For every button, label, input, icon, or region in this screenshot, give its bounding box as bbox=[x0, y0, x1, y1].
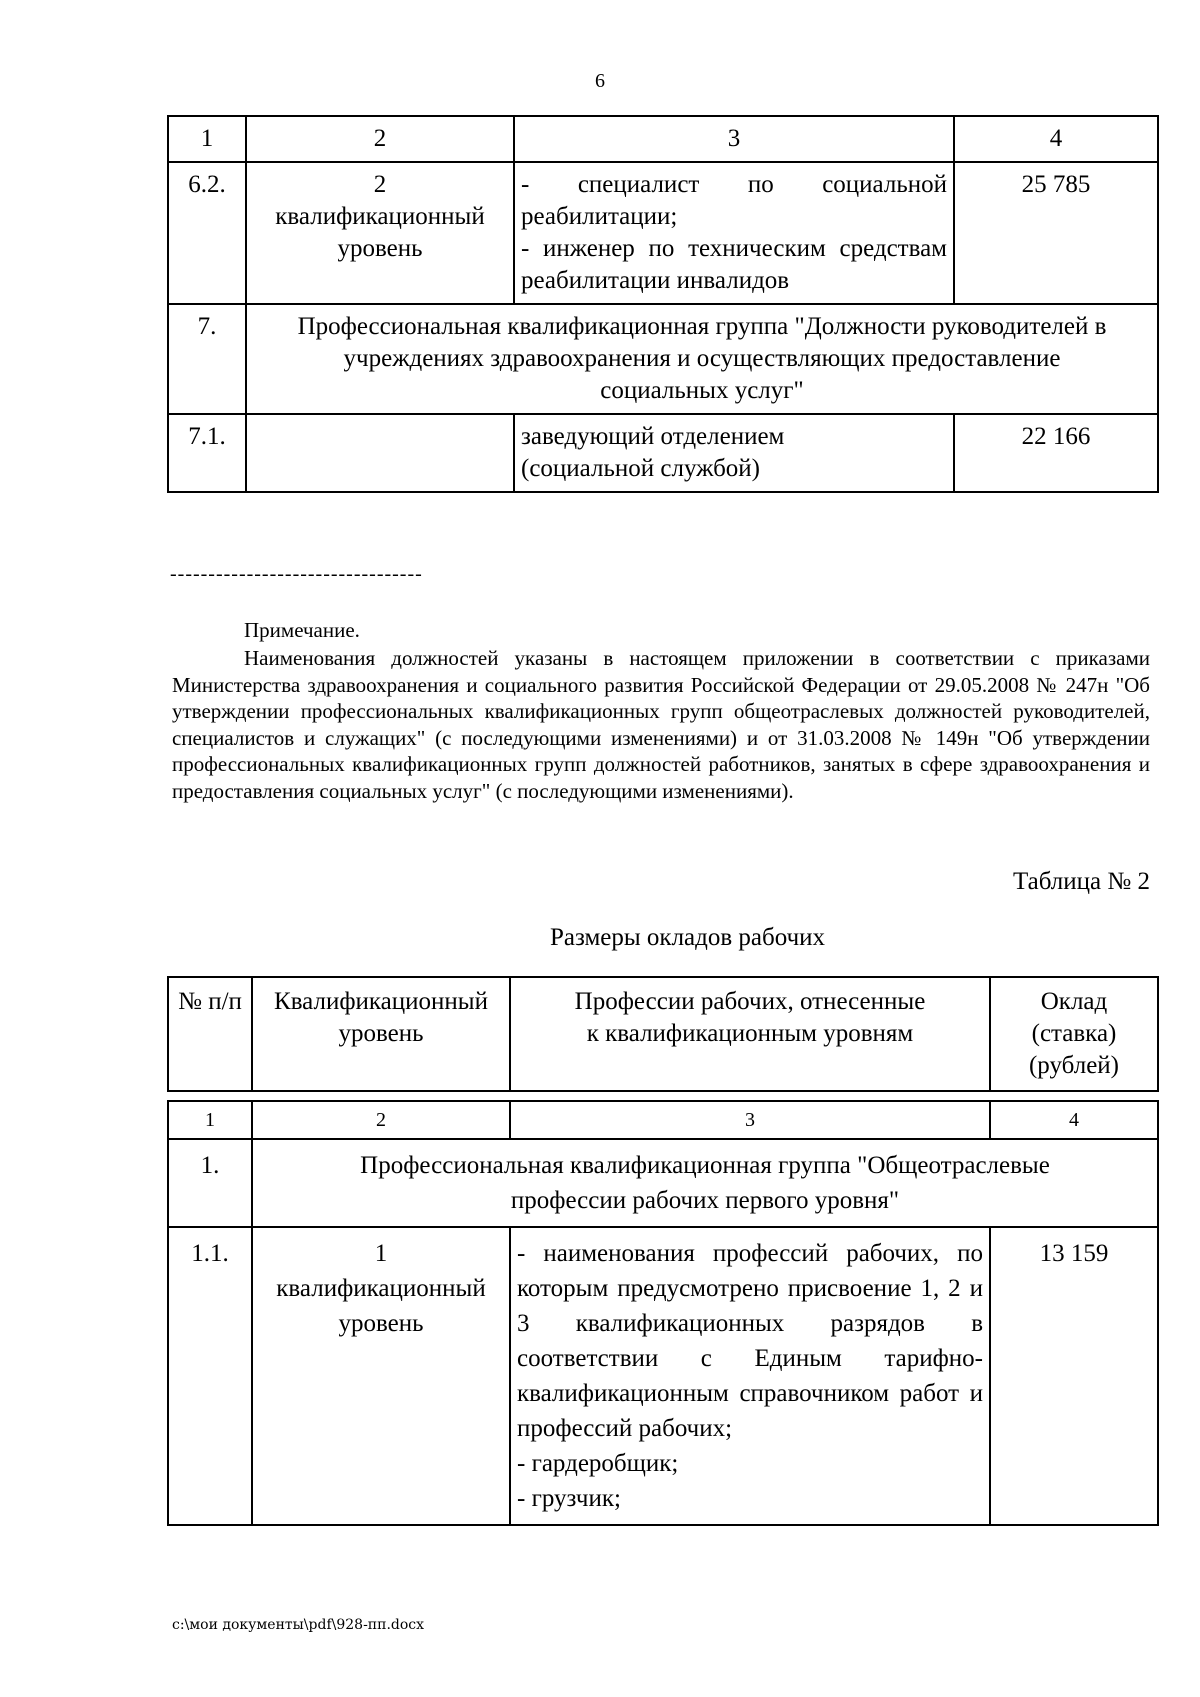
profession-item: - грузчик; bbox=[517, 1485, 621, 1512]
column-number-4: 4 bbox=[954, 116, 1158, 162]
footer-file-path: c:\мои документы\pdf\928-пп.docx bbox=[172, 1617, 425, 1633]
header-professions bbox=[510, 977, 990, 1091]
table-title: Размеры окладов рабочих bbox=[549, 924, 826, 951]
header-line: (ставка) bbox=[1031, 1020, 1117, 1047]
qualification-level-number: 2 bbox=[373, 171, 387, 198]
salary-table-continued bbox=[167, 115, 1159, 493]
group-row bbox=[168, 304, 1158, 414]
header-line: Профессии рабочих, отнесенные bbox=[574, 988, 926, 1015]
positions-list bbox=[514, 414, 954, 492]
qualification-level bbox=[246, 414, 514, 492]
header-qualification-level bbox=[252, 977, 510, 1091]
column-number-3: 3 bbox=[514, 116, 954, 162]
row-number: 6.2. bbox=[168, 162, 246, 304]
position-line: заведующий отделением bbox=[521, 423, 785, 450]
header-line: Оклад bbox=[1040, 988, 1108, 1015]
position-item: - специалист по социальной реабилитации; bbox=[521, 171, 947, 230]
page-number: 6 bbox=[595, 70, 605, 92]
column-number-2: 2 bbox=[246, 116, 514, 162]
qualification-level-number: 1 bbox=[374, 1240, 388, 1267]
salary-value: 22 166 bbox=[954, 414, 1158, 492]
qualification-level-suffix: уровень bbox=[337, 235, 423, 262]
group-title: Профессиональная квалификационная группа "Должности руководителей в учреждениях здравоохранения и осуществляющих предоставление социальных услуг" bbox=[246, 304, 1158, 414]
table-row bbox=[168, 1227, 1158, 1525]
qualification-level-word: квалификационный bbox=[276, 1275, 486, 1302]
row-number: 7.1. bbox=[168, 414, 246, 492]
header-number: № п/п bbox=[168, 977, 252, 1091]
column-number-4: 4 bbox=[990, 1101, 1158, 1139]
table-row bbox=[168, 162, 1158, 304]
qualification-level bbox=[252, 1227, 510, 1525]
column-number-3: 3 bbox=[510, 1101, 990, 1139]
column-number-1: 1 bbox=[168, 1101, 252, 1139]
group-title: Профессиональная квалификационная группа "Общеотраслевые профессии рабочих первого уровня" bbox=[252, 1139, 1158, 1227]
column-numbers-row bbox=[168, 1101, 1158, 1139]
table-number-label: Таблица № 2 bbox=[1012, 868, 1150, 895]
header-line: к квалификационным уровням bbox=[586, 1020, 914, 1047]
table-header-row bbox=[168, 977, 1158, 1091]
note-title: Примечание. bbox=[244, 618, 360, 642]
position-item: - инженер по техническим средствам реабилитации инвалидов bbox=[521, 235, 947, 294]
workers-salary-table-header bbox=[167, 976, 1159, 1092]
salary-value: 13 159 bbox=[990, 1227, 1158, 1525]
salary-value: 25 785 bbox=[954, 162, 1158, 304]
qualification-level-suffix: уровень bbox=[338, 1310, 424, 1337]
workers-salary-table bbox=[167, 1100, 1159, 1526]
group-row bbox=[168, 1139, 1158, 1227]
table-header-row bbox=[168, 116, 1158, 162]
table-row bbox=[168, 414, 1158, 492]
header-line: (рублей) bbox=[1028, 1052, 1120, 1079]
column-number-1: 1 bbox=[168, 116, 246, 162]
profession-item: - наименования профессий рабочих, по которым предусмотрено присвоение 1, 2 и 3 квалификационных разрядов в соответствии с Единым тарифно-квалификационным справочником работ и профессий рабочих; bbox=[517, 1240, 983, 1442]
header-line: уровень bbox=[338, 1020, 424, 1047]
position-line: (социальной службой) bbox=[521, 455, 760, 482]
footnote-separator: --------------------------------- bbox=[170, 563, 423, 585]
column-number-2: 2 bbox=[252, 1101, 510, 1139]
positions-list bbox=[514, 162, 954, 304]
professions-list bbox=[510, 1227, 990, 1525]
header-line: Квалификационный bbox=[274, 988, 488, 1015]
qualification-level bbox=[246, 162, 514, 304]
row-number: 7. bbox=[168, 304, 246, 414]
header-salary bbox=[990, 977, 1158, 1091]
qualification-level-word: квалификационный bbox=[275, 203, 485, 230]
row-number: 1.1. bbox=[168, 1227, 252, 1525]
note-text: Наименования должностей указаны в настоящем приложении в соответствии с приказами Министерства здравоохранения и социального развития Российской Федерации от 29.05.2008 № 247н "Об утверждении профессиональных квалификационных групп общеотраслевых должностей руководителей, специалистов и служащих" (с последующими изменениями) и от 31.03.2008 № 149н "Об утверждении профессиональных квалификационных групп должностей работников, занятых в сфере здравоохранения и предоставления социальных услуг" (с последующими изменениями). bbox=[172, 646, 1150, 803]
profession-item: - гардеробщик; bbox=[517, 1450, 679, 1477]
row-number: 1. bbox=[168, 1139, 252, 1227]
